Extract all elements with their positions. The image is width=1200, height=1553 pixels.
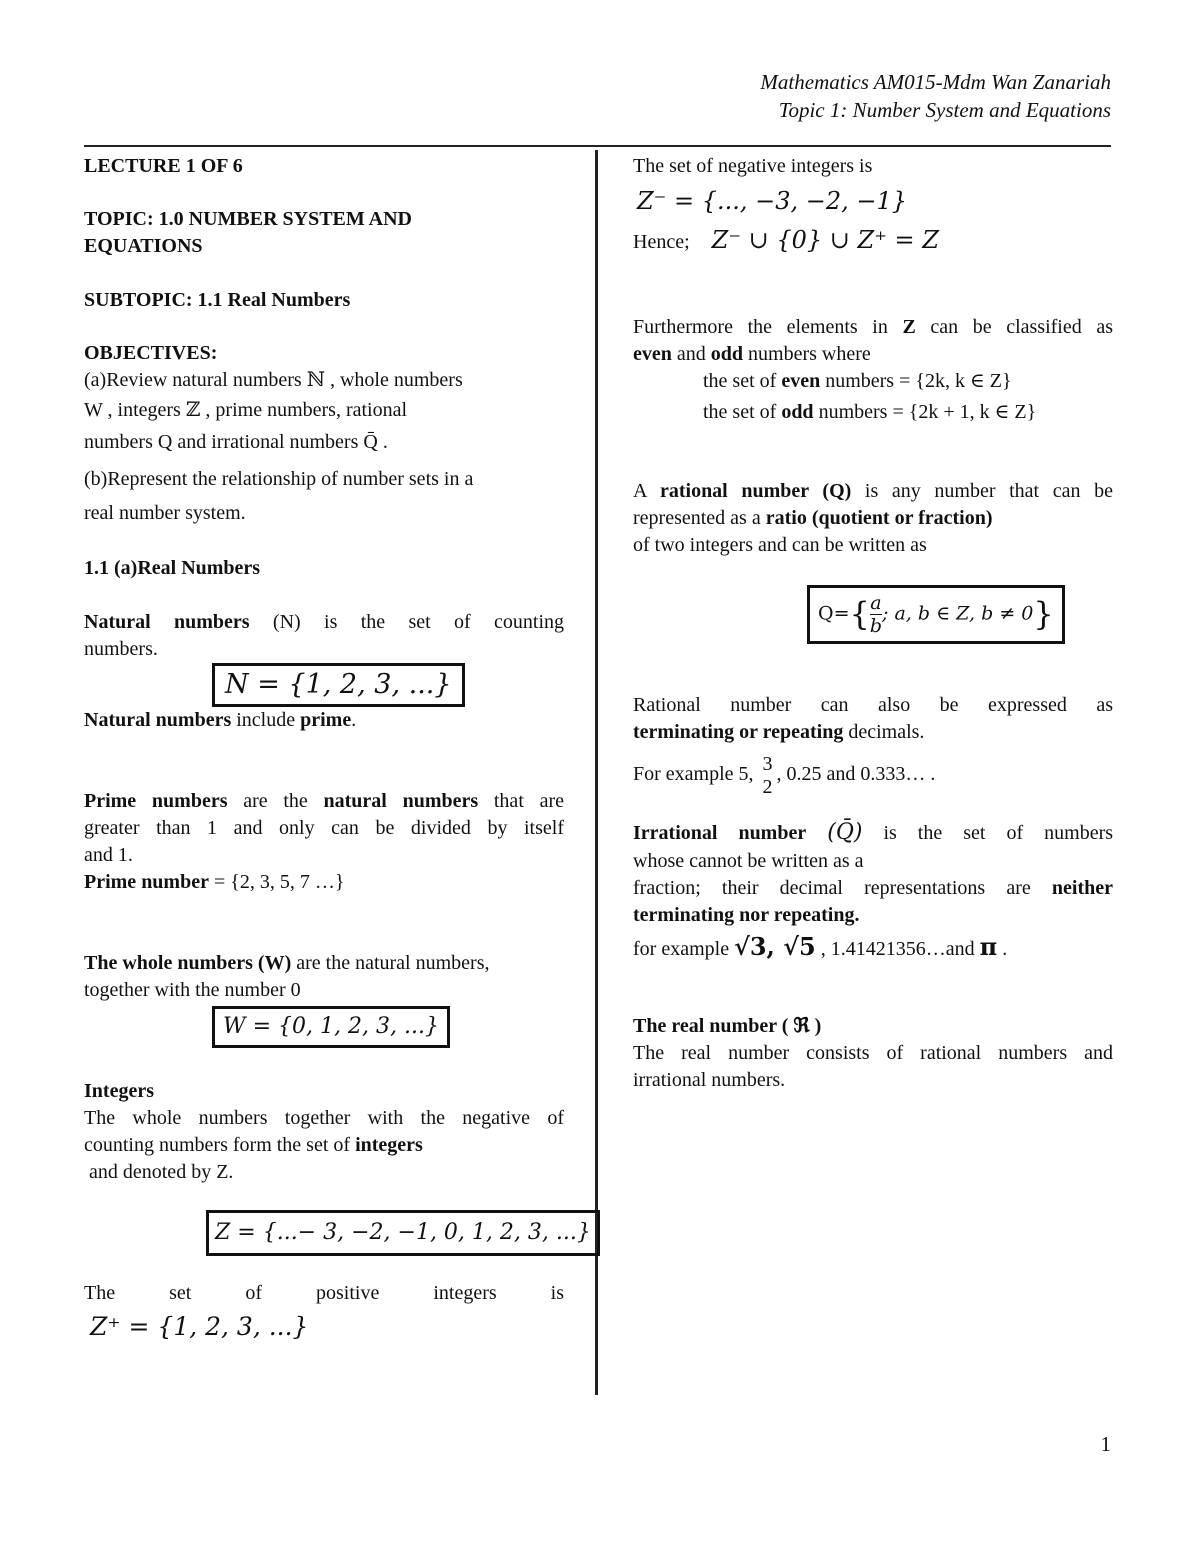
objective-a-2: W , integers ℤ , prime numbers, rational bbox=[84, 399, 408, 421]
even-set-formula: numbers = {2k, k ∈ Z} bbox=[820, 370, 1012, 392]
integers-line-3: and denoted by Z. bbox=[84, 1161, 234, 1183]
prime-natural-term: natural numbers bbox=[323, 790, 479, 812]
natural-include-prime: prime bbox=[300, 709, 352, 731]
topic-line-1: TOPIC: 1.0 NUMBER SYSTEM AND bbox=[84, 208, 412, 230]
example-numerator: 3 bbox=[762, 752, 773, 775]
prime-set-term: Prime number bbox=[84, 871, 209, 893]
irrational-neither: neither bbox=[1051, 877, 1113, 899]
prime-mid: are the bbox=[227, 790, 324, 812]
prime-def-line-3: and 1. bbox=[84, 844, 133, 866]
positive-word: set bbox=[169, 1282, 192, 1304]
natural-def-rest: (N) is the set of counting bbox=[249, 611, 565, 633]
ratexp-word: as bbox=[1096, 694, 1113, 716]
natural-def-line-1 bbox=[84, 609, 564, 636]
whole-term: The whole numbers (W) bbox=[84, 952, 292, 974]
rational-line-1 bbox=[633, 478, 1113, 505]
integers-line-2-text: counting numbers form the set of bbox=[84, 1134, 356, 1156]
objectives-title: OBJECTIVES: bbox=[84, 342, 218, 364]
rational-line-2-text: represented as a bbox=[633, 507, 766, 529]
real-number-line-1: The real number consists of rational numbers and bbox=[633, 1042, 1113, 1064]
natural-include-end: . bbox=[351, 709, 357, 731]
header-rule bbox=[84, 145, 1111, 147]
even-set-line bbox=[703, 368, 1113, 395]
negative-integers-line: The set of negative integers is bbox=[633, 155, 873, 177]
ratexp-term: terminating or repeating bbox=[633, 721, 844, 743]
irrational-example-end: . bbox=[997, 938, 1008, 960]
prime-end: that are bbox=[478, 790, 565, 812]
prime-set bbox=[84, 869, 564, 896]
lecture-label: LECTURE 1 OF 6 bbox=[84, 155, 243, 177]
rational-def: is any number that can be bbox=[851, 480, 1113, 502]
page-number: 1 bbox=[1100, 1432, 1111, 1456]
fraction-numerator: a bbox=[870, 592, 882, 614]
ratexp-word: number bbox=[730, 694, 792, 716]
integers-line-2 bbox=[84, 1132, 564, 1159]
whole-def-rest: are the natural numbers, bbox=[291, 952, 490, 974]
integers-title: Integers bbox=[84, 1080, 154, 1102]
rational-formula-box: Q={ $\frac{a}{b}$ ; a, b ∈ Z, b ≠ 0} bbox=[807, 585, 1065, 644]
header-topic: Topic 1: Number System and Equations bbox=[778, 98, 1111, 122]
column-divider bbox=[595, 150, 598, 1395]
positive-word: positive bbox=[315, 1282, 380, 1304]
positive-formula: Z⁺ = {1, 2, 3, ...} bbox=[90, 1312, 309, 1341]
positive-word: is bbox=[550, 1282, 564, 1304]
even-end: numbers where bbox=[743, 343, 871, 365]
irrational-example-text: for example bbox=[633, 938, 735, 960]
even-set-text: the set of bbox=[703, 370, 782, 392]
rational-fraction bbox=[870, 592, 882, 637]
irrational-line-4: terminating nor repeating. bbox=[633, 904, 860, 926]
ratexp-word: expressed bbox=[988, 694, 1067, 716]
objective-a-3: numbers Q and irrational numbers Q̄ . bbox=[84, 431, 388, 453]
positive-word: of bbox=[245, 1282, 262, 1304]
natural-def-line-2: numbers. bbox=[84, 638, 158, 660]
ratexp-word: Rational bbox=[633, 694, 701, 716]
further-line-1 bbox=[633, 314, 1113, 341]
odd-term: odd bbox=[710, 343, 744, 365]
example-text: For example 5, bbox=[633, 763, 754, 785]
objective-b-1: (b)Represent the relationship of number sets in a bbox=[84, 468, 474, 490]
example-line bbox=[633, 750, 1113, 798]
example-denominator: 2 bbox=[762, 775, 773, 798]
hence-label: Hence; bbox=[633, 231, 690, 253]
hence-line bbox=[633, 222, 1113, 260]
irrational-example-value: , 1.41421356…and bbox=[815, 938, 980, 960]
ratexp-line-1 bbox=[633, 692, 1113, 719]
irrational-line-1 bbox=[633, 818, 1113, 848]
topic-line-2: EQUATIONS bbox=[84, 235, 203, 257]
whole-formula-box: W = {0, 1, 2, 3, ...} bbox=[212, 1006, 450, 1048]
natural-formula-box: N = {1, 2, 3, ...} bbox=[212, 663, 465, 707]
irrational-line-3 bbox=[633, 875, 1113, 902]
page-header bbox=[760, 68, 1111, 124]
hence-formula: Z⁻ ∪ {0} ∪ Z⁺ = Z bbox=[711, 226, 939, 254]
objective-a-1: (a)Review natural numbers ℕ , whole numbers bbox=[84, 369, 463, 391]
section-title: 1.1 (a)Real Numbers bbox=[84, 557, 261, 579]
rational-line-2 bbox=[633, 505, 1113, 532]
odd-set-term: odd bbox=[781, 401, 814, 423]
rational-ratio-term: ratio (quotient or fraction) bbox=[765, 507, 993, 529]
real-number-line-2: irrational numbers. bbox=[633, 1069, 786, 1091]
negative-formula: Z⁻ = {..., −3, −2, −1} bbox=[637, 187, 908, 215]
prime-def-line-1 bbox=[84, 788, 564, 815]
further-line-2 bbox=[633, 341, 1113, 368]
rational-a: A bbox=[633, 480, 660, 502]
irrational-example-roots: √3, √5 bbox=[734, 932, 816, 961]
whole-def-line-2: together with the number 0 bbox=[84, 979, 301, 1001]
objective-b-2: real number system. bbox=[84, 502, 246, 524]
irrational-def: is the set of numbers bbox=[862, 822, 1114, 844]
ratexp-word: also bbox=[877, 694, 911, 716]
fraction-denominator: b bbox=[869, 615, 883, 637]
subtopic: SUBTOPIC: 1.1 Real Numbers bbox=[84, 289, 351, 311]
irrational-symbol: (Q̄) bbox=[827, 820, 863, 845]
pi-symbol: π bbox=[979, 932, 998, 961]
integers-formula-box: Z = {...− 3, −2, −1, 0, 1, 2, 3, ...} bbox=[206, 1210, 600, 1256]
irrational-term: Irrational number bbox=[633, 822, 807, 844]
irrational-line-2: whose cannot be written as a bbox=[633, 850, 864, 872]
rational-formula-q: Q= bbox=[818, 602, 850, 625]
ratexp-word: can bbox=[820, 694, 849, 716]
irrational-example bbox=[633, 929, 1113, 967]
positive-word: integers bbox=[433, 1282, 497, 1304]
prime-def-line-2: greater than 1 and only can be divided by itself bbox=[84, 817, 564, 839]
even-term: even bbox=[633, 343, 672, 365]
integers-line-1: The whole numbers together with the negative of bbox=[84, 1107, 564, 1129]
right-column bbox=[633, 153, 1113, 1094]
further-z: Z bbox=[902, 316, 916, 338]
rational-line-3: of two integers and can be written as bbox=[633, 534, 927, 556]
even-set-term: even bbox=[781, 370, 821, 392]
natural-term: Natural numbers bbox=[84, 611, 250, 633]
rational-term: rational number (Q) bbox=[659, 480, 852, 502]
natural-include-mid: include bbox=[231, 709, 301, 731]
ratexp-line-2 bbox=[633, 719, 1113, 746]
header-course: Mathematics AM015-Mdm Wan Zanariah bbox=[760, 70, 1111, 94]
integers-term: integers bbox=[355, 1134, 423, 1156]
positive-word: The bbox=[84, 1282, 116, 1304]
further-text: Furthermore the elements in bbox=[633, 316, 903, 338]
odd-set-line bbox=[703, 399, 1113, 426]
odd-set-text: the set of bbox=[703, 401, 782, 423]
further-text-end: can be classified as bbox=[915, 316, 1113, 338]
ratexp-word: be bbox=[939, 694, 959, 716]
real-number-title: The real number ( ℜ ) bbox=[633, 1015, 822, 1037]
example-text-end: , 0.25 and 0.333… . bbox=[776, 763, 936, 785]
example-fraction bbox=[763, 753, 773, 798]
prime-term: Prime numbers bbox=[84, 790, 228, 812]
ratexp-end: decimals. bbox=[843, 721, 925, 743]
positive-integers-line bbox=[84, 1280, 564, 1307]
whole-def-line-1 bbox=[84, 950, 564, 977]
natural-include-term: Natural numbers bbox=[84, 709, 232, 731]
prime-set-values: = {2, 3, 5, 7 …} bbox=[208, 871, 345, 893]
even-mid: and bbox=[671, 343, 711, 365]
rational-formula-condition: ; a, b ∈ Z, b ≠ 0 bbox=[882, 602, 1034, 625]
natural-include bbox=[84, 707, 564, 734]
odd-set-formula: numbers = {2k + 1, k ∈ Z} bbox=[813, 401, 1037, 423]
irrational-line-3-text: fraction; their decimal representations are bbox=[633, 877, 1052, 899]
left-column bbox=[84, 153, 591, 1347]
